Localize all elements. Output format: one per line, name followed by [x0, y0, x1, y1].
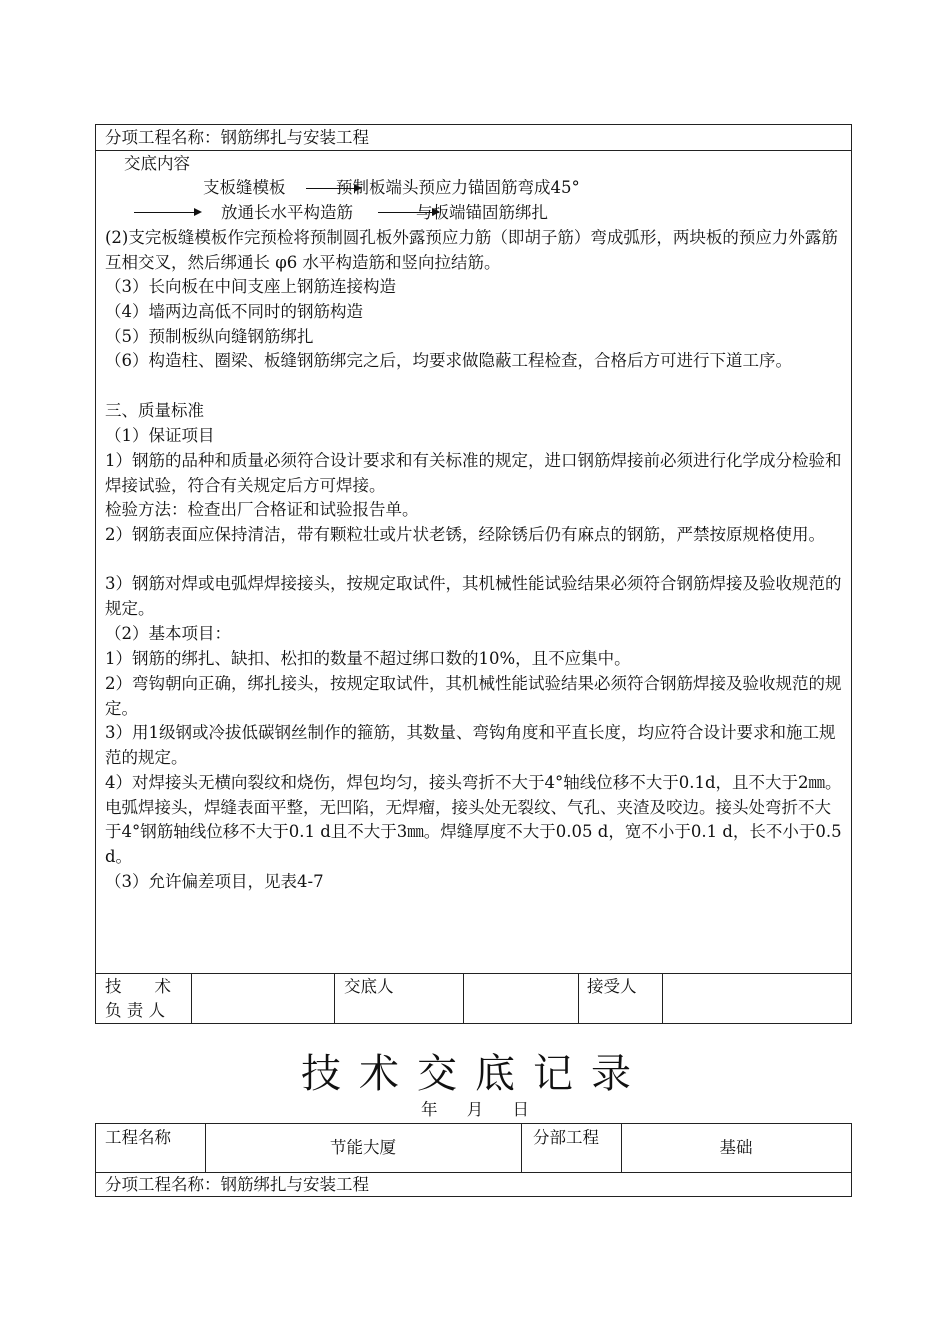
- section-label: 交底内容: [124, 154, 190, 173]
- paragraph-4: （4）墙两边高低不同时的钢筋构造: [105, 302, 363, 321]
- subitem-header: 分项工程名称：钢筋绑扎与安装工程: [105, 128, 369, 147]
- date-day: 日: [512, 1100, 529, 1119]
- basic-4: 4）对焊接头无横向裂纹和烧伤，焊包均匀，接头弯折不大于4°轴线位移不大于0.1d，且不大于2㎜。电弧焊接头，焊缝表面平整，无凹陷，无焊瘤，接头处无裂纹、气孔、夹渣及咬边。接头处弯折不大于4°钢筋轴线位移不大于0.1 d且不大于3㎜。焊缝厚度不大于0.05 d，宽不小于0.1 d，长不小于0.5 d。: [105, 773, 842, 866]
- tech-lead-label: 技 术: [105, 977, 171, 996]
- basic-3: 3）用1级钢或冷拔低碳钢丝制作的箍筋，其数量、弯钩角度和平直长度，均应符合设计要求和施工规范的规定。: [105, 723, 836, 767]
- flow-step-rebar: 放通长水平构造筋: [221, 203, 353, 222]
- project-name-value: 节能大厦: [330, 1138, 396, 1157]
- divider: [463, 973, 464, 1023]
- flow-step-tie: 与板端锚固筋绑扎: [416, 203, 548, 222]
- guarantee-2: 2）钢筋表面应保持清洁，带有颗粒壮或片状老锈，经除锈后仍有麻点的钢筋，严禁按原规格使用。: [105, 525, 825, 544]
- project-name-label: 工程名称: [105, 1128, 171, 1147]
- flow-step-formwork: 支板缝模板: [203, 178, 286, 197]
- flow-step-bend: 预制板端头预应力锚固筋弯成45°: [336, 178, 580, 197]
- subitem-header: 分项工程名称：钢筋绑扎与安装工程: [105, 1175, 369, 1194]
- divider: [96, 150, 851, 151]
- basic-1: 1）钢筋的绑扎、缺扣、松扣的数量不超过绑口数的10%，且不应集中。: [105, 649, 631, 668]
- date-year: 年: [421, 1100, 438, 1119]
- divider: [662, 973, 663, 1023]
- paragraph-5: （5）预制板纵向缝钢筋绑扎: [105, 327, 314, 346]
- date-month: 月: [466, 1100, 484, 1119]
- section-quality: 三、质量标准: [105, 401, 204, 420]
- guarantee-3: 3）钢筋对焊或电弧焊焊接接头，按规定取试件，其机械性能试验结果必须符合钢筋焊接及验收规范的规定。: [105, 574, 842, 618]
- subsection-guarantee: （1）保证项目: [105, 426, 215, 445]
- division-label: 分部工程: [533, 1128, 599, 1147]
- signature-row: [96, 973, 851, 1023]
- divider: [334, 973, 335, 1023]
- receiver-label: 接受人: [587, 977, 637, 996]
- subsection-basic: （2）基本项目：: [105, 624, 231, 643]
- subsection-tolerance: （3）允许偏差项目，见表4-7: [105, 872, 324, 891]
- divider: [578, 973, 579, 1023]
- paragraph-6: （6）构造柱、圈梁、板缝钢筋绑完之后，均要求做隐蔽工程检查，合格后方可进行下道工序。: [105, 351, 792, 370]
- arrow-icon: [134, 212, 200, 213]
- page-title: 技术交底记录: [301, 1051, 649, 1097]
- tech-lead-label: 负 责 人: [105, 1001, 165, 1020]
- divider: [521, 1124, 522, 1172]
- guarantee-1-check: 检验方法：检查出厂合格证和试验报告单。: [105, 500, 419, 519]
- paragraph-3: （3）长向板在中间支座上钢筋连接构造: [105, 277, 396, 296]
- disclosure-table: [95, 124, 852, 1024]
- discloser-label: 交底人: [344, 977, 394, 996]
- divider: [191, 973, 192, 1023]
- division-value: 基础: [719, 1138, 753, 1157]
- date-line: [0, 1098, 950, 1122]
- basic-2: 2）弯钩朝向正确，绑扎接头，按规定取试件，其机械性能试验结果必须符合钢筋焊接及验收规范的规定。: [105, 674, 842, 718]
- paragraph-2: (2)支完板缝模板作完预检将预制圆孔板外露预应力筋（即胡子筋）弯成弧形，两块板的预应力外露筋互相交叉，然后绑通长 φ6 水平构造筋和竖向拉结筋。: [105, 228, 838, 272]
- project-table: [95, 1123, 852, 1197]
- guarantee-1: 1）钢筋的品种和质量必须符合设计要求和有关标准的规定，进口钢筋焊接前必须进行化学成分检验和焊接试验，符合有关规定后方可焊接。: [105, 451, 842, 495]
